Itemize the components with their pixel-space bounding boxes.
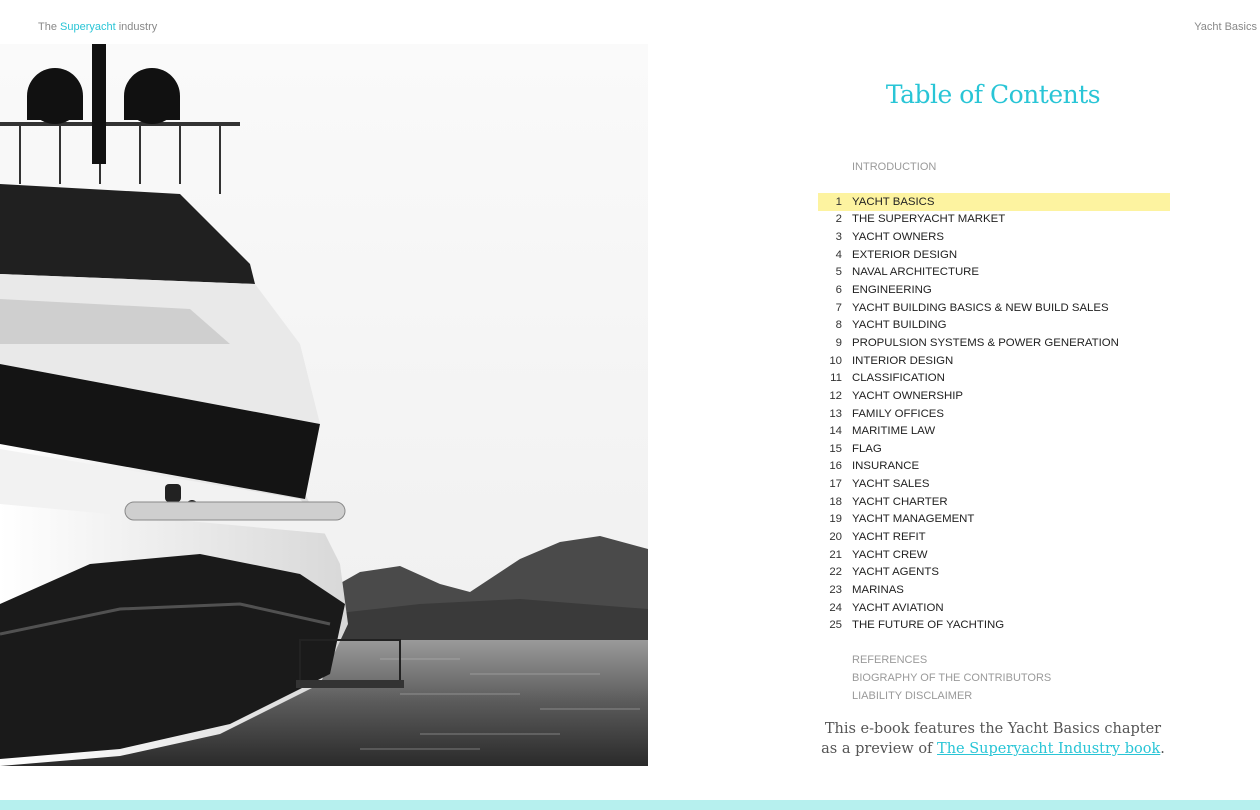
chapter-number: 21 [829, 548, 842, 561]
chapter-title: YACHT OWNERSHIP [852, 389, 963, 402]
toc-chapter-item[interactable] [818, 475, 1170, 493]
page-header-right: Yacht Basics [1194, 21, 1257, 33]
toc-chapter-item[interactable] [818, 563, 1170, 581]
toc-chapter-item[interactable] [818, 616, 1170, 634]
toc-chapter-item[interactable] [818, 369, 1170, 387]
chapter-title: YACHT CREW [852, 548, 928, 561]
chapter-number: 7 [835, 301, 842, 314]
book-link[interactable]: The Superyacht Industry book [937, 741, 1161, 757]
chapter-title: YACHT AGENTS [852, 566, 939, 579]
toc-chapter-item[interactable] [818, 193, 1170, 211]
chapter-number: 19 [829, 513, 842, 526]
chapter-number: 5 [835, 266, 842, 279]
page-header-left [38, 21, 157, 33]
header-suffix: industry [115, 21, 158, 33]
toc-title: Table of Contents [885, 80, 1101, 109]
toc-introduction[interactable]: INTRODUCTION [852, 161, 937, 173]
toc-chapter-item[interactable] [818, 246, 1170, 264]
toc-chapter-item[interactable] [818, 211, 1170, 229]
chapter-title: YACHT BUILDING [852, 319, 947, 332]
toc-chapter-item[interactable] [818, 299, 1170, 317]
toc-references[interactable]: REFERENCES [852, 654, 928, 666]
preview-note-end: . [1160, 741, 1165, 757]
chapter-number: 8 [835, 319, 842, 332]
chapter-title: THE SUPERYACHT MARKET [852, 213, 1006, 226]
chapter-number: 14 [829, 425, 842, 438]
chapter-title: YACHT OWNERS [852, 231, 944, 244]
chapter-title: YACHT REFIT [852, 530, 926, 543]
chapter-title: YACHT AVIATION [852, 601, 944, 614]
header-brand: Superyacht [60, 21, 116, 33]
toc-biography[interactable]: BIOGRAPHY OF THE CONTRIBUTORS [852, 672, 1052, 684]
chapter-number: 25 [829, 619, 842, 632]
chapter-number: 10 [829, 354, 842, 367]
toc-chapter-item[interactable] [818, 334, 1170, 352]
chapter-title: ENGINEERING [852, 284, 932, 297]
header-prefix: The [38, 21, 61, 33]
toc-chapter-item[interactable] [818, 316, 1170, 334]
toc-chapter-item[interactable] [818, 422, 1170, 440]
toc-chapter-item[interactable] [818, 511, 1170, 529]
chapter-title: PROPULSION SYSTEMS & POWER GENERATION [852, 336, 1119, 349]
toc-chapter-item[interactable] [818, 387, 1170, 405]
chapter-title: YACHT CHARTER [852, 495, 948, 508]
chapter-number: 1 [835, 195, 842, 208]
toc-chapter-item[interactable] [818, 440, 1170, 458]
chapter-title: MARINAS [852, 583, 904, 596]
toc-chapter-item[interactable] [818, 528, 1170, 546]
chapter-title: EXTERIOR DESIGN [852, 248, 958, 261]
chapter-title: INTERIOR DESIGN [852, 354, 954, 367]
chapter-number: 6 [835, 284, 842, 297]
chapter-title: YACHT BASICS [852, 195, 935, 208]
chapter-number: 11 [830, 372, 842, 385]
toc-chapter-item[interactable] [818, 281, 1170, 299]
chapter-title: FLAG [852, 442, 882, 455]
chapter-number: 17 [829, 478, 842, 491]
chapter-number: 3 [835, 231, 842, 244]
chapter-number: 20 [829, 530, 842, 543]
chapter-number: 22 [829, 566, 842, 579]
chapter-number: 24 [829, 601, 842, 614]
chapter-title: NAVAL ARCHITECTURE [852, 266, 980, 279]
chapter-title: MARITIME LAW [852, 425, 936, 438]
chapter-number: 12 [829, 389, 842, 402]
chapter-title: YACHT SALES [852, 478, 930, 491]
chapter-number: 2 [835, 213, 842, 226]
chapter-number: 18 [829, 495, 842, 508]
chapter-number: 13 [829, 407, 842, 420]
chapter-number: 16 [829, 460, 842, 473]
toc-chapter-item[interactable] [818, 599, 1170, 617]
chapter-number: 23 [829, 583, 842, 596]
toc-chapter-item[interactable] [818, 493, 1170, 511]
chapter-title: YACHT MANAGEMENT [852, 513, 975, 526]
toc-chapter-item[interactable] [818, 228, 1170, 246]
chapter-title: FAMILY OFFICES [852, 407, 944, 420]
superyacht-photo [0, 44, 648, 766]
toc-chapter-item[interactable] [818, 352, 1170, 370]
chapter-title: CLASSIFICATION [852, 372, 945, 385]
chapter-number: 9 [835, 336, 842, 349]
chapter-title: THE FUTURE OF YACHTING [852, 619, 1005, 632]
chapter-title: YACHT BUILDING BASICS & NEW BUILD SALES [852, 301, 1109, 314]
chapter-title: INSURANCE [852, 460, 920, 473]
chapter-number: 15 [829, 442, 842, 455]
preview-note [820, 719, 1166, 759]
preview-note-text: This e-book features the Yacht Basics chapter as a preview of [821, 721, 1162, 757]
toc-chapter-item[interactable] [818, 546, 1170, 564]
chapter-number: 4 [835, 248, 842, 261]
toc-chapter-item[interactable] [818, 581, 1170, 599]
bottom-bar [0, 800, 1260, 810]
toc-chapter-item[interactable] [818, 264, 1170, 282]
toc-chapter-item[interactable] [818, 458, 1170, 476]
toc-disclaimer[interactable]: LIABILITY DISCLAIMER [852, 690, 973, 702]
toc-chapter-item[interactable] [818, 405, 1170, 423]
chapter-list [818, 193, 1170, 634]
